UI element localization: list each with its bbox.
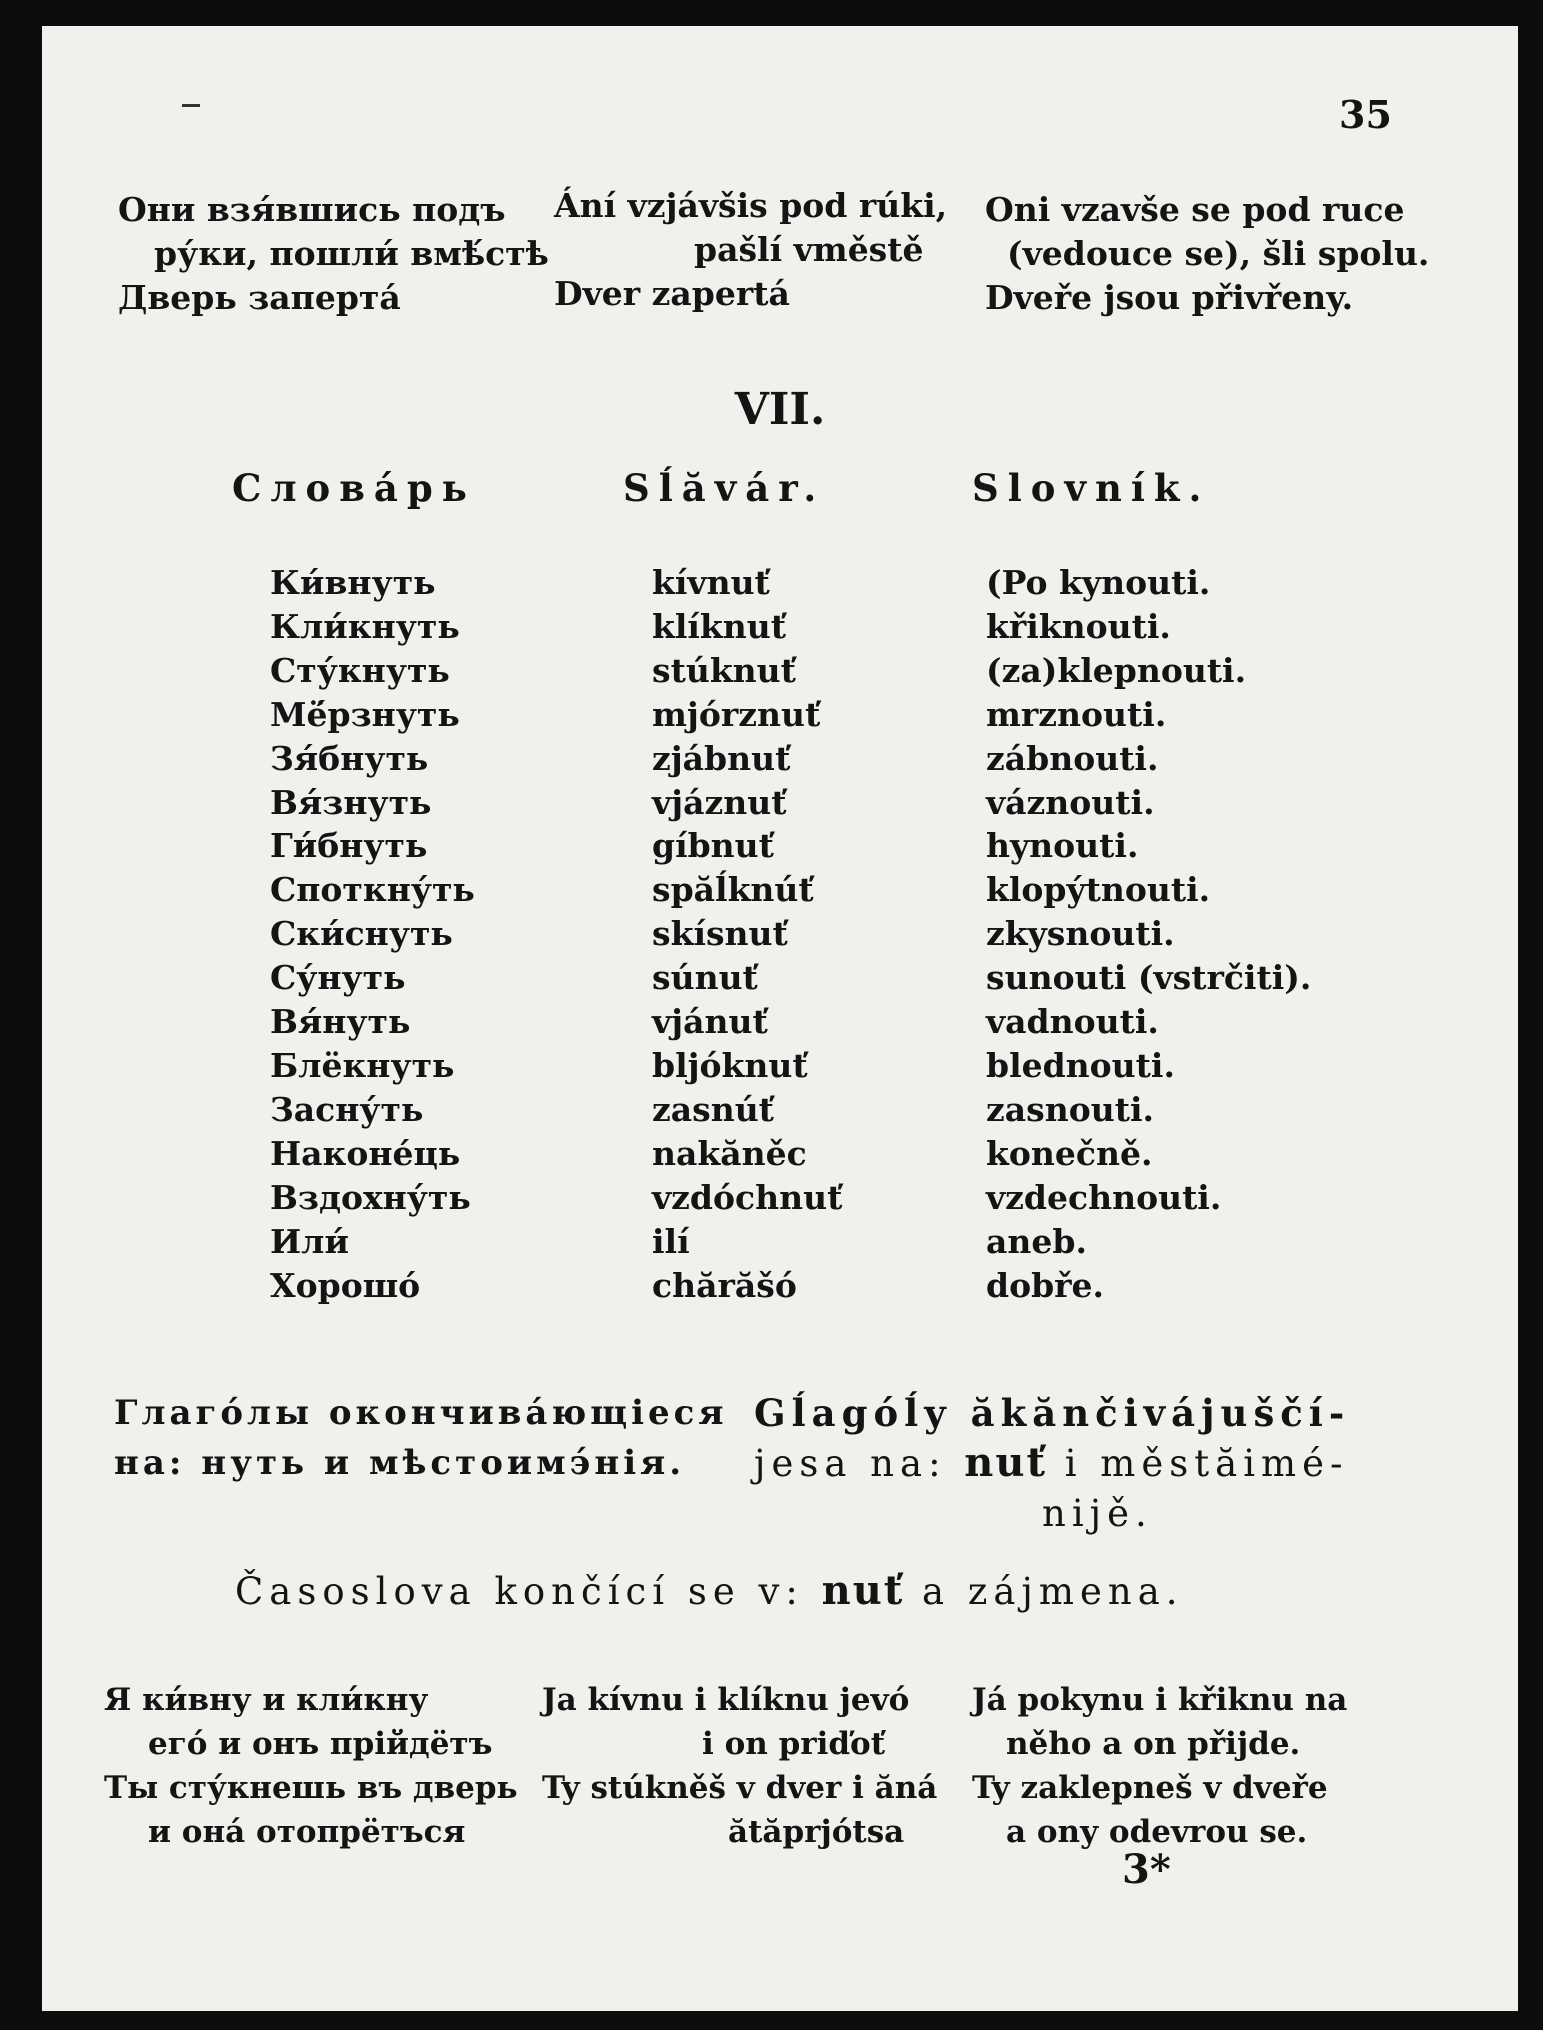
margin-dash [182,104,200,107]
vocab-cs-word: váznouti. [986,782,1155,822]
vocab-ru-word: Мё́рзнуть [270,694,460,734]
vocab-sk-word: skísnuť [652,914,788,954]
vocab-ru-word: Наконе́ць [270,1133,461,1173]
vocab-ru-word: Ски́снуть [270,914,453,954]
vocab-ru-column [270,561,475,1307]
verbs-sk-line3: nijě. [1042,1492,1153,1535]
vocab-sk-word: vzdóchnuť [652,1177,843,1217]
verbs-cs-c: a zájmena. [922,1570,1184,1613]
top-sk [554,184,947,316]
top-sk-line: Dver zapertá [554,274,790,313]
vocab-ru-word: Су́нуть [270,958,406,998]
vocab-sk-word: kívnuť [652,563,770,602]
vocab-ru-word: Ки́внуть [270,563,436,602]
heading-ru: Слова́рь [232,466,476,510]
verbs-heading-ru [114,1388,727,1488]
bottom-cs-line: Já pokynu i křiknu na [972,1682,1348,1718]
vocab-sk-word: mjórznuť [652,694,821,734]
section-number: VII. [734,384,826,435]
vocab-cs-word: (za)klepnouti. [986,650,1247,690]
vocab-cs-word: klopýtnouti. [986,870,1211,910]
verbs-sk-line2 [754,1438,1350,1489]
bottom-ru [104,1678,518,1854]
bottom-ru-line: его́ и онъ прійдётъ [148,1726,493,1762]
vocab-cs-word: zkysnouti. [986,914,1175,954]
vocab-sk-word: vjánuť [652,1002,768,1042]
verbs-cs-suffix: nuť [821,1567,905,1614]
bottom-sk-line: ătăprjótsa [728,1814,905,1850]
top-cs [985,188,1429,320]
vocab-ru-word: Вздохну́ть [270,1177,471,1217]
vocab-cs-column [986,561,1311,1307]
top-ru-line: ру́ки, пошли́ вмѣ́стѣ [154,234,549,273]
verbs-ru-line2: на: нуть и мѣстоимэ́нія. [114,1443,686,1483]
vocab-ru-word: Зя́бнуть [270,738,429,778]
vocab-ru-word: Кли́кнуть [270,606,460,646]
bottom-cs-line: a ony odevrou se. [1006,1814,1308,1850]
vocab-sk-word: zjábnuť [652,738,791,778]
vocab-cs-word: hynouti. [986,826,1139,866]
vocab-sk-word: chărăšó [652,1265,797,1305]
vocab-ru-word: Ги́бнуть [270,826,428,866]
vocab-cs-word: mrznouti. [986,694,1167,734]
vocab-cs-word: křiknouti. [986,606,1171,646]
verbs-sk-line2-c: i městăimé- [1064,1442,1349,1485]
top-ru-line: Они взя́вшись подъ [118,190,506,229]
verbs-sk-line1: Gĺagóĺy ăkănčivájuščí- [754,1391,1351,1435]
vocab-sk-word: stúknuť [652,650,796,690]
vocab-cs-word: (Po kynouti. [986,563,1211,602]
bottom-cs-line: Ty zaklepneš v dveře [972,1770,1328,1806]
vocab-sk-word: bljóknuť [652,1045,808,1085]
vocab-cs-word: dobře. [986,1265,1105,1305]
vocab-ru-word: Засну́ть [270,1089,424,1129]
top-cs-line: (vedouce se), šli spolu. [1007,234,1430,273]
vocab-ru-word: Вя́нуть [270,1002,411,1042]
bottom-sk [542,1678,937,1854]
vocab-ru-word: Вя́знуть [270,782,432,822]
vocab-ru-word: Хорошо́ [270,1265,421,1305]
vocab-cs-word: vzdechnouti. [986,1177,1222,1217]
bottom-sk-line: Ty stúkněš v dver i ăná [542,1770,938,1806]
verbs-heading-sk [754,1388,1350,1539]
top-sk-line: Ání vzjávšis pod rúki, [554,186,948,225]
verbs-sk-line2-a: jesa na: [754,1442,947,1485]
vocab-sk-word: súnuť [652,958,758,998]
top-ru [118,188,549,320]
signature-mark: 3* [1122,1846,1171,1893]
vocab-sk-word: zasnúť [652,1089,774,1129]
bottom-cs [972,1678,1347,1854]
bottom-cs-line: něho a on přijde. [1006,1726,1301,1762]
bottom-sk-line: i on priďoť [702,1726,886,1762]
vocab-sk-word: vjáznuť [652,782,787,822]
vocab-ru-word: Или́ [270,1221,349,1261]
vocab-ru-word: Сту́кнуть [270,650,450,690]
bottom-ru-line: и она́ отопрётъся [148,1814,466,1850]
top-cs-line: Oni vzavše se pod ruce [985,190,1405,229]
vocab-sk-word: gíbnuť [652,826,774,866]
vocab-sk-word: spăĺknúť [652,870,814,910]
book-page [42,26,1518,2011]
heading-sk: Sĺăvár. [623,466,826,510]
verbs-sk-suffix: nuť [964,1439,1047,1486]
vocab-ru-word: Споткну́ть [270,870,475,910]
verbs-heading-cs [235,1566,1184,1617]
vocab-ru-word: Блёкнуть [270,1045,455,1085]
vocab-cs-word: zábnouti. [986,738,1159,778]
bottom-sk-line: Ja kívnu i klíknu jevó [542,1682,910,1718]
vocab-sk-word: klíknuť [652,606,787,646]
vocab-sk-word: nakăněc [652,1133,807,1173]
heading-cs: Slovník. [972,466,1211,510]
page-number: 35 [1339,92,1392,137]
vocab-cs-word: sunouti (vstrčiti). [986,958,1312,998]
top-ru-line: Дверь заперта́ [118,278,401,317]
vocab-cs-word: zasnouti. [986,1089,1154,1129]
top-sk-line: pašlí vměstě [694,230,924,269]
vocab-cs-word: aneb. [986,1221,1087,1261]
vocab-sk-word: ilí [652,1221,690,1261]
vocab-cs-word: konečně. [986,1133,1153,1173]
vocab-cs-word: vadnouti. [986,1002,1159,1042]
bottom-ru-line: Ты сту́кнешь въ дверь [104,1770,518,1806]
verbs-ru-line1: Глаго́лы окончива́ющіеся [114,1393,728,1433]
vocab-cs-word: blednouti. [986,1045,1175,1085]
verbs-cs-a: Časoslova končící se v: [235,1570,804,1613]
bottom-ru-line: Я ки́вну и кли́кну [104,1682,429,1718]
vocab-sk-column [652,561,842,1307]
top-cs-line: Dveře jsou přivřeny. [985,278,1354,317]
